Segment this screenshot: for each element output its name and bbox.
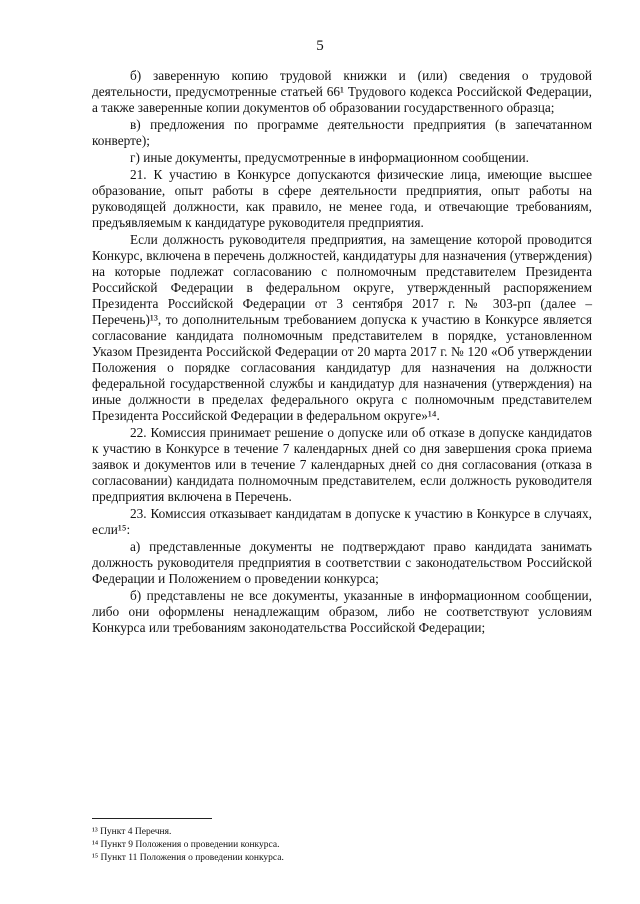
body-text (92, 68, 592, 637)
paragraph-23-a: а) представленные документы не подтверждают право кандидата занимать должность руководителя предприятия в соответствии с законодательством Российской Федерации и Положением о проведении конкурса; (92, 539, 592, 586)
paragraph-perechen: Если должность руководителя предприятия, на замещение которой проводится Конкурс, включена в перечень должностей, кандидатуры для назначения (утверждения) на которые подлежат согласованию с полномочным представителем Президента Российской Федерации в федеральном округе, утвержденный распоряжением Президента Российской Федерации от 3 сентября 2017 г. № 303-рп (далее – Перечень)¹³, то дополнительным требованием допуска к участию в Конкурсе является согласование кандидата полномочным представителем в порядке, установленном Указом Президента Российской Федерации от 20 марта 2017 г. № 120 «Об утверждении Положения о порядке согласования кандидатур для назначения на должности федеральной государственной службы и кандидатур для назначения (утверждения) на иные должности в пределах федерального округа с полномочным представителем Президента Российской Федерации в федеральном округе»¹⁴. (92, 232, 592, 423)
footnote-14: ¹⁴ Пункт 9 Положения о проведении конкурса. (92, 840, 280, 850)
paragraph-v-proposals: в) предложения по программе деятельности предприятия (в запечатанном конверте); (92, 117, 592, 148)
paragraph-23: 23. Комиссия отказывает кандидатам в допуске к участию в Конкурсе в случаях, если¹⁵: (92, 506, 592, 537)
footnotes (92, 826, 592, 865)
paragraph-b-documents: б) заверенную копию трудовой книжки и (или) сведения о трудовой деятельности, предусмотренные статьей 66¹ Трудового кодекса Российской Федерации, а также заверенные копии документов об образовании государственного образца; (92, 68, 592, 115)
paragraph-g-other-documents: г) иные документы, предусмотренные в информационном сообщении. (130, 150, 529, 165)
footnote-15: ¹⁵ Пункт 11 Положения о проведении конкурса. (92, 853, 284, 863)
paragraph-22: 22. Комиссия принимает решение о допуске или об отказе в допуске кандидатов к участию в Конкурсе в течение 7 календарных дней со дня завершения срока приема заявок и документов или в течение 7 календарных дней со дня согласования (отказа в согласовании) кандидата полномочным представителем, если должность руководителя предприятия включена в Перечень. (92, 425, 592, 504)
paragraph-23-b: б) представлены не все документы, указанные в информационном сообщении, либо они оформлены ненадлежащим образом, либо не соответствуют условиям Конкурса или требованиям законодательства Российской Федерации; (92, 588, 592, 635)
footnote-divider (92, 818, 212, 819)
page-number: 5 (316, 38, 324, 54)
paragraph-21: 21. К участию в Конкурсе допускаются физические лица, имеющие высшее образование, опыт работы в сфере деятельности предприятия, опыт работы на руководящей должности, как правило, не менее года, и отвечающие требованиям, предъявляемым к кандидатуре руководителя предприятия. (92, 167, 592, 230)
footnote-13: ¹³ Пункт 4 Перечня. (92, 827, 172, 837)
